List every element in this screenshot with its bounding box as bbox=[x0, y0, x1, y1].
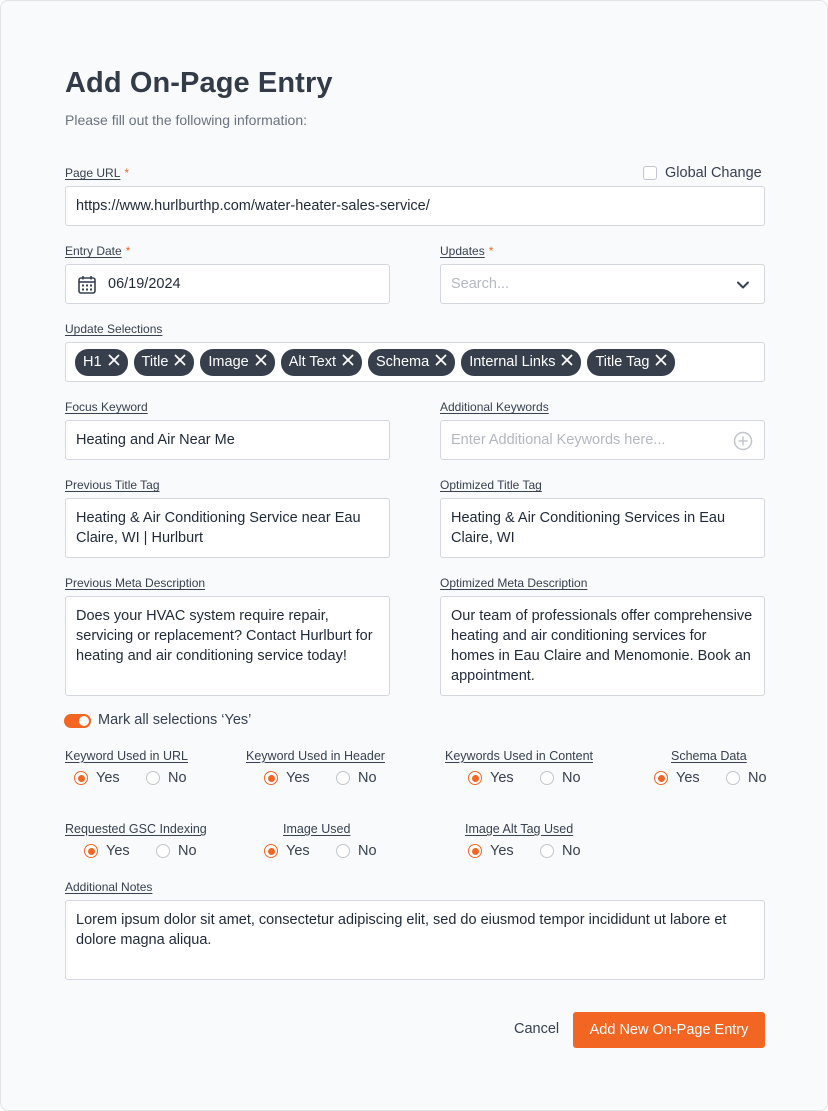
radio-option-yes[interactable] bbox=[468, 843, 514, 859]
radio-button[interactable] bbox=[264, 844, 278, 858]
radio-group-label: Requested GSC Indexing bbox=[65, 822, 207, 836]
mark-all-toggle[interactable] bbox=[64, 714, 91, 728]
cancel-button[interactable]: Cancel bbox=[514, 1021, 560, 1037]
remove-chip-icon[interactable] bbox=[108, 354, 120, 370]
radio-option-yes[interactable] bbox=[264, 843, 310, 859]
selection-chip bbox=[281, 349, 362, 376]
additional-keywords-placeholder: Enter Additional Keywords here... bbox=[451, 432, 666, 448]
additional-keywords-input[interactable] bbox=[440, 420, 765, 460]
previous-title-tag-value: Heating & Air Conditioning Service near Eau Claire, WI | Hurlburt bbox=[76, 510, 361, 546]
add-entry-button[interactable]: Add New On-Page Entry bbox=[573, 1012, 765, 1048]
page-url-label-text: Page URL bbox=[65, 166, 121, 180]
update-selections-label: Update Selections bbox=[65, 322, 163, 336]
chip-list bbox=[66, 349, 675, 376]
entry-date-label bbox=[65, 244, 130, 258]
checkbox-box[interactable] bbox=[643, 166, 657, 180]
focus-keyword-label: Focus Keyword bbox=[65, 400, 148, 414]
radio-label: No bbox=[358, 843, 377, 859]
page-url-label bbox=[65, 166, 129, 180]
radio-button[interactable] bbox=[468, 771, 482, 785]
radio-button[interactable] bbox=[264, 771, 278, 785]
chip-label: Title Tag bbox=[595, 354, 650, 370]
chip-label: Title bbox=[141, 354, 169, 370]
radio-option-yes[interactable] bbox=[74, 770, 120, 786]
page-subtitle: Please fill out the following information: bbox=[65, 112, 308, 128]
updates-label-text: Updates bbox=[440, 244, 485, 258]
remove-chip-icon[interactable] bbox=[655, 354, 667, 370]
radio-option-yes[interactable] bbox=[468, 770, 514, 786]
radio-label: No bbox=[358, 770, 377, 786]
radio-button[interactable] bbox=[336, 771, 350, 785]
focus-keyword-value: Heating and Air Near Me bbox=[76, 432, 235, 448]
previous-meta-label: Previous Meta Description bbox=[65, 576, 206, 590]
radio-label: Yes bbox=[286, 843, 310, 859]
global-change-checkbox[interactable] bbox=[643, 165, 762, 181]
radio-option-no[interactable] bbox=[336, 843, 377, 859]
radio-button[interactable] bbox=[468, 844, 482, 858]
mark-all-label: Mark all selections ‘Yes’ bbox=[98, 712, 252, 728]
radio-group-label: Keywords Used in Content bbox=[445, 749, 593, 763]
optimized-meta-label: Optimized Meta Description bbox=[440, 576, 588, 590]
required-mark: * bbox=[488, 244, 494, 258]
optimized-title-tag-value: Heating & Air Conditioning Services in Eau Claire, WI bbox=[451, 510, 726, 546]
additional-keywords-label: Additional Keywords bbox=[440, 400, 549, 414]
previous-meta-value: Does your HVAC system require repair, servicing or replacement? Contact Hurlburt for heating and air conditioning service today! bbox=[76, 608, 373, 664]
page-title: Add On-Page Entry bbox=[65, 67, 333, 99]
radio-label: Yes bbox=[490, 843, 514, 859]
radio-option-no[interactable] bbox=[540, 770, 581, 786]
additional-notes-value: Lorem ipsum dolor sit amet, consectetur adipiscing elit, sed do eiusmod tempor incididunt ut labore et dolore magna aliqua. bbox=[76, 912, 727, 948]
page-url-value: https://www.hurlburthp.com/water-heater-sales-service/ bbox=[76, 198, 430, 214]
selection-chip bbox=[587, 349, 675, 376]
radio-label: No bbox=[562, 843, 581, 859]
radio-label: No bbox=[562, 770, 581, 786]
focus-keyword-input[interactable] bbox=[65, 420, 390, 460]
radio-button[interactable] bbox=[74, 771, 88, 785]
radio-option-no[interactable] bbox=[156, 843, 197, 859]
optimized-meta-value: Our team of professionals offer comprehensive heating and air conditioning services for homes in Eau Claire and Menomonie. Book an appointment. bbox=[451, 608, 753, 684]
selection-chip bbox=[461, 349, 581, 376]
radio-label: Yes bbox=[286, 770, 310, 786]
chip-label: Schema bbox=[376, 354, 430, 370]
previous-meta-input[interactable] bbox=[65, 596, 390, 696]
updates-placeholder: Search... bbox=[451, 276, 510, 292]
radio-group-label: Keyword Used in URL bbox=[65, 749, 188, 763]
radio-button[interactable] bbox=[726, 771, 740, 785]
radio-label: Yes bbox=[676, 770, 700, 786]
entry-date-label-text: Entry Date bbox=[65, 244, 122, 258]
radio-option-no[interactable] bbox=[146, 770, 187, 786]
radio-label: Yes bbox=[106, 843, 130, 859]
radio-option-no[interactable] bbox=[336, 770, 377, 786]
selection-chip bbox=[75, 349, 128, 376]
selection-chip bbox=[200, 349, 274, 376]
additional-notes-input[interactable] bbox=[65, 900, 765, 980]
radio-button[interactable] bbox=[654, 771, 668, 785]
remove-chip-icon[interactable] bbox=[435, 354, 447, 370]
updates-label bbox=[440, 244, 493, 258]
radio-label: Yes bbox=[490, 770, 514, 786]
radio-label: No bbox=[178, 843, 197, 859]
radio-label: Yes bbox=[96, 770, 120, 786]
radio-option-no[interactable] bbox=[540, 843, 581, 859]
radio-group-label: Image Alt Tag Used bbox=[465, 822, 574, 836]
radio-button[interactable] bbox=[84, 844, 98, 858]
additional-notes-label: Additional Notes bbox=[65, 880, 153, 894]
remove-chip-icon[interactable] bbox=[561, 354, 573, 370]
remove-chip-icon[interactable] bbox=[255, 354, 267, 370]
radio-option-yes[interactable] bbox=[264, 770, 310, 786]
entry-date-input[interactable] bbox=[65, 264, 390, 304]
remove-chip-icon[interactable] bbox=[342, 354, 354, 370]
chip-label: Internal Links bbox=[469, 354, 556, 370]
selection-chip bbox=[368, 349, 455, 376]
radio-group-label: Schema Data bbox=[671, 749, 747, 763]
page-url-input[interactable] bbox=[65, 186, 765, 226]
previous-title-tag-label: Previous Title Tag bbox=[65, 478, 160, 492]
radio-button[interactable] bbox=[156, 844, 170, 858]
radio-button[interactable] bbox=[540, 844, 554, 858]
chip-label: Alt Text bbox=[288, 354, 336, 370]
chip-label: Image bbox=[208, 354, 249, 370]
radio-button[interactable] bbox=[336, 844, 350, 858]
chevron-down-icon[interactable] bbox=[736, 278, 750, 296]
update-selections-field[interactable] bbox=[65, 342, 765, 382]
radio-button[interactable] bbox=[146, 771, 160, 785]
radio-option-yes[interactable] bbox=[654, 770, 700, 786]
radio-option-yes[interactable] bbox=[84, 843, 130, 859]
remove-chip-icon[interactable] bbox=[174, 354, 186, 370]
chip-label: H1 bbox=[83, 354, 102, 370]
global-change-label: Global Change bbox=[665, 165, 762, 181]
radio-button[interactable] bbox=[540, 771, 554, 785]
optimized-title-tag-input[interactable] bbox=[440, 498, 765, 558]
calendar-icon[interactable] bbox=[78, 275, 96, 294]
updates-select[interactable] bbox=[440, 264, 765, 304]
radio-option-no[interactable] bbox=[726, 770, 767, 786]
radio-label: No bbox=[168, 770, 187, 786]
radio-group-label: Keyword Used in Header bbox=[246, 749, 385, 763]
optimized-meta-input[interactable] bbox=[440, 596, 765, 696]
radio-label: No bbox=[748, 770, 767, 786]
plus-circle-icon[interactable] bbox=[733, 431, 753, 455]
selection-chip bbox=[134, 349, 195, 376]
previous-title-tag-input[interactable] bbox=[65, 498, 390, 558]
required-mark: * bbox=[124, 166, 130, 180]
required-mark: * bbox=[125, 244, 131, 258]
optimized-title-tag-label: Optimized Title Tag bbox=[440, 478, 542, 492]
radio-group-label: Image Used bbox=[283, 822, 351, 836]
entry-date-value: 06/19/2024 bbox=[108, 276, 181, 292]
